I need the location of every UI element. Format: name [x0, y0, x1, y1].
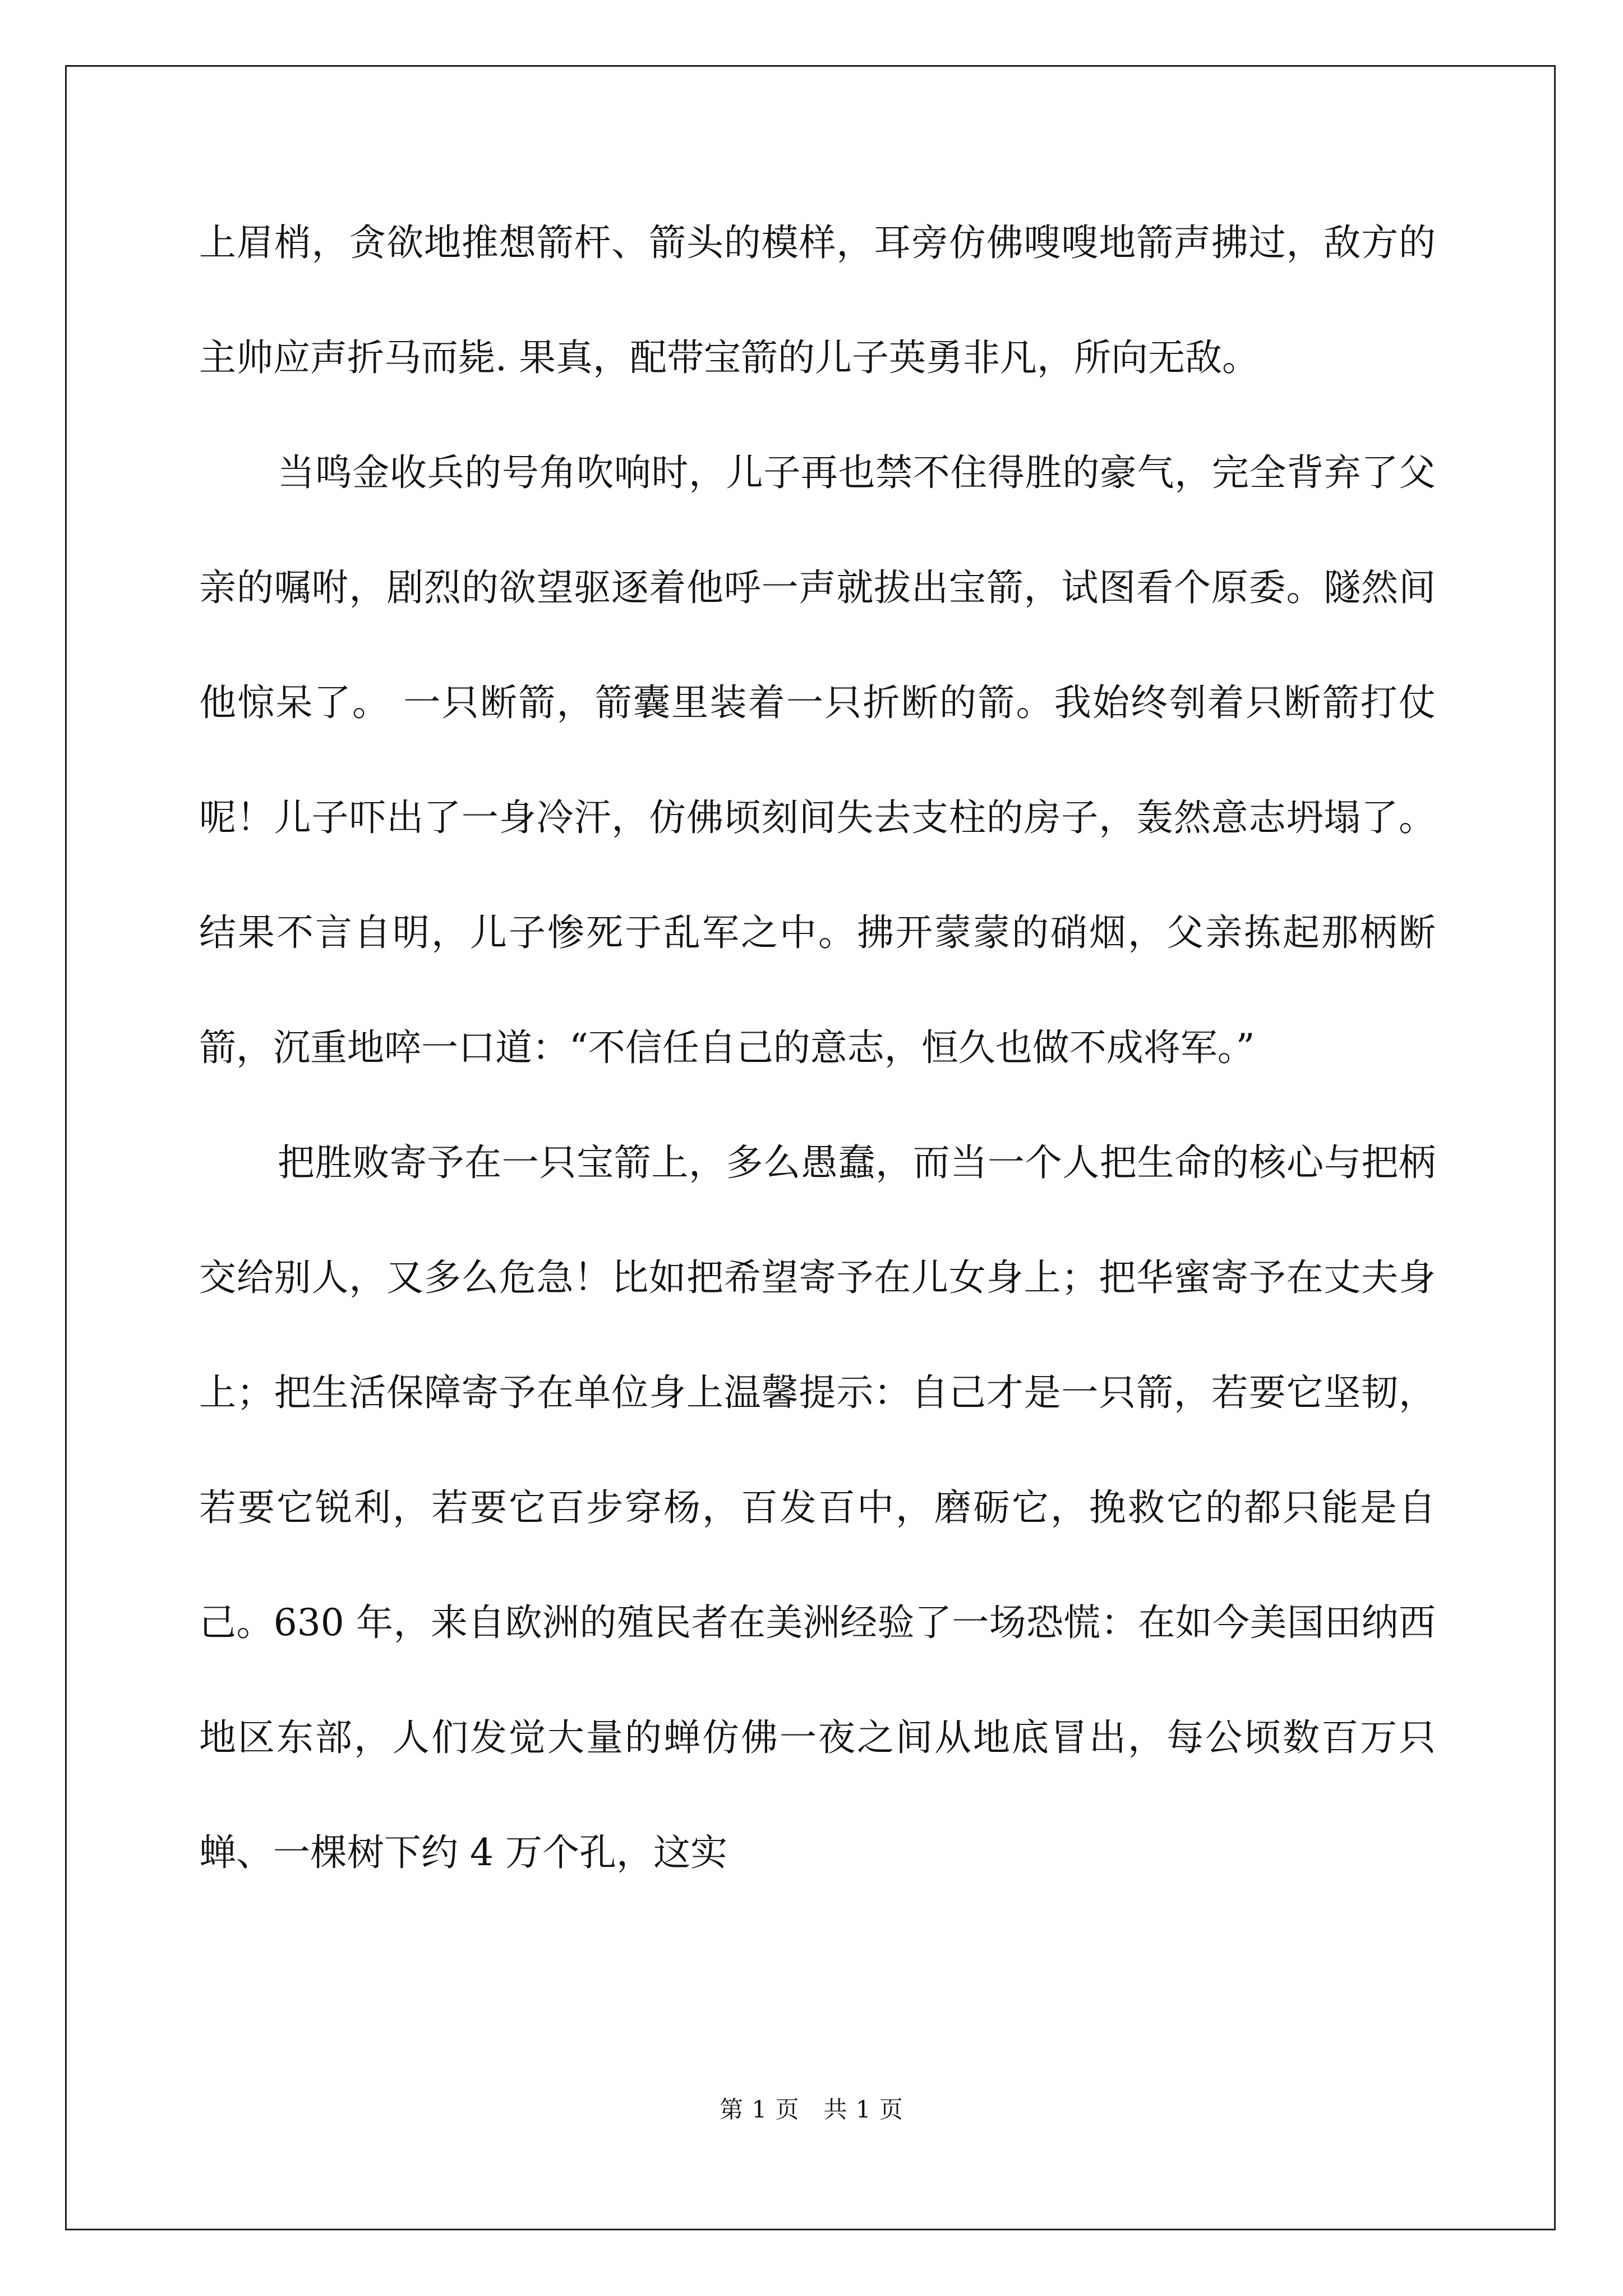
document-body [199, 185, 1436, 1910]
paragraph-3: 把胜败寄予在一只宝箭上，多么愚蠢，而当一个人把生命的核心与把柄交给别人，又多么危急！比如把希望寄予在儿女身上；把华蜜寄予在丈夫身上；把生活保障寄予在单位身上温馨提示：自己才是一只箭，若要它坚韧，若要它锐利，若要它百步穿杨，百发百中，磨砺它，挽救它的都只能是自己。630 年，来自欧洲的殖民者在美洲经验了一场恐慌：在如今美国田纳西地区东部，人们发觉大量的蝉仿佛一夜之间从地底冒出，每公顷数百万只蝉、一棵树下约 4 万个孔，这实 [199, 1141, 1436, 1874]
paragraph-2: 当鸣金收兵的号角吹响时，儿子再也禁不住得胜的豪气，完全背弃了父亲的嘱咐，剧烈的欲望驱逐着他呼一声就拔出宝箭，试图看个原委。隧然间他惊呆了。 一只断箭，箭囊里装着一只折断的箭。我始终刳着只断箭打仗呢！儿子吓出了一身冷汗，仿佛顷刻间失去支柱的房子，轰然意志坍塌了。结果不言自明，儿子惨死于乱军之中。拂开蒙蒙的硝烟，父亲拣起那柄断箭，沉重地啐一口道：“不信任自己的意志，恒久也做不成将军。” [199, 451, 1436, 1069]
page-number: 第 1 页 共 1 页 [720, 2096, 903, 2123]
page-footer [0, 2091, 1623, 2125]
paragraph-1: 上眉梢，贪欲地推想箭杆、箭头的模样，耳旁仿佛嗖嗖地箭声拂过，敌方的主帅应声折马而毙. 果真，配带宝箭的儿子英勇非凡，所向无敌。 [199, 221, 1436, 379]
